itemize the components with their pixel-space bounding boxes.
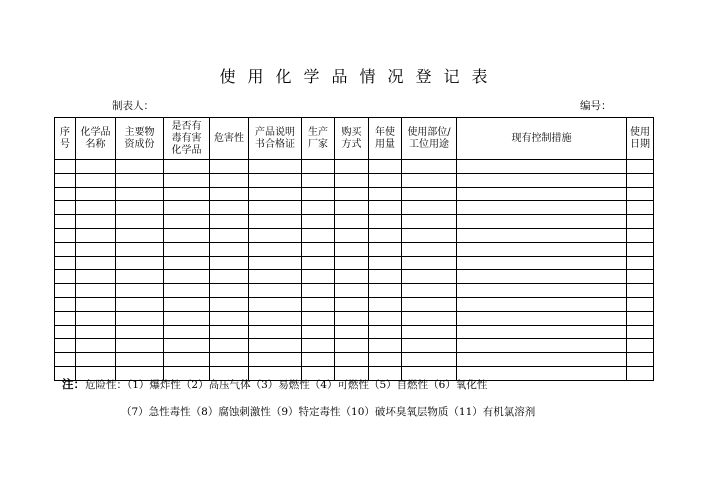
table-cell[interactable] xyxy=(302,256,335,270)
table-cell[interactable] xyxy=(402,311,457,325)
table-row xyxy=(55,228,654,242)
table-cell[interactable] xyxy=(116,228,164,242)
header-row xyxy=(55,118,654,160)
table-cell[interactable] xyxy=(116,160,164,174)
table-cell[interactable] xyxy=(627,256,654,270)
table-cell[interactable] xyxy=(55,284,76,298)
table-cell[interactable] xyxy=(210,160,249,174)
table-cell[interactable] xyxy=(164,353,210,367)
note-label: 注： xyxy=(62,377,85,391)
table-cell[interactable] xyxy=(302,270,335,284)
header-serial: 序 号 xyxy=(55,118,76,160)
table-cell[interactable] xyxy=(335,242,369,256)
table-cell[interactable] xyxy=(369,339,402,353)
table-cell[interactable] xyxy=(335,201,369,215)
table-row xyxy=(55,339,654,353)
table-cell[interactable] xyxy=(402,284,457,298)
table-cell[interactable] xyxy=(302,242,335,256)
document-title: 使用化学品情况登记表 xyxy=(219,67,500,86)
table-row xyxy=(55,297,654,311)
table-cell[interactable] xyxy=(249,325,302,339)
table-cell[interactable] xyxy=(335,284,369,298)
table-cell[interactable] xyxy=(55,325,76,339)
table-row xyxy=(55,270,654,284)
table-cell[interactable] xyxy=(76,256,116,270)
table-cell[interactable] xyxy=(210,228,249,242)
table-cell[interactable] xyxy=(210,242,249,256)
table-cell[interactable] xyxy=(335,353,369,367)
table-cell[interactable] xyxy=(76,339,116,353)
table-cell[interactable] xyxy=(369,256,402,270)
table-cell[interactable] xyxy=(164,325,210,339)
table-cell[interactable] xyxy=(210,187,249,201)
table-cell[interactable] xyxy=(116,173,164,187)
table-cell[interactable] xyxy=(335,173,369,187)
table-row xyxy=(55,242,654,256)
table-row xyxy=(55,173,654,187)
table-cell[interactable] xyxy=(335,256,369,270)
table-cell[interactable] xyxy=(164,311,210,325)
table-cell[interactable] xyxy=(302,201,335,215)
table-cell[interactable] xyxy=(164,160,210,174)
table-cell[interactable] xyxy=(627,270,654,284)
table-cell[interactable] xyxy=(402,270,457,284)
table-cell[interactable] xyxy=(627,187,654,201)
table-cell[interactable] xyxy=(249,160,302,174)
table-cell[interactable] xyxy=(302,297,335,311)
table-cell[interactable] xyxy=(335,215,369,229)
table-cell[interactable] xyxy=(627,325,654,339)
table-cell[interactable] xyxy=(402,325,457,339)
note-line-1 xyxy=(62,376,487,392)
table-cell[interactable] xyxy=(55,311,76,325)
header-chemical-name: 化学品 名称 xyxy=(76,118,116,160)
table-cell[interactable] xyxy=(457,339,627,353)
table-cell[interactable] xyxy=(210,339,249,353)
table-cell[interactable] xyxy=(627,297,654,311)
table-row xyxy=(55,215,654,229)
table-cell[interactable] xyxy=(210,256,249,270)
table-cell[interactable] xyxy=(164,284,210,298)
table-cell[interactable] xyxy=(249,297,302,311)
table-cell[interactable] xyxy=(627,173,654,187)
table-cell[interactable] xyxy=(335,297,369,311)
table-cell[interactable] xyxy=(210,325,249,339)
table-cell[interactable] xyxy=(369,297,402,311)
table-cell[interactable] xyxy=(164,201,210,215)
table-cell[interactable] xyxy=(249,173,302,187)
table-cell[interactable] xyxy=(76,201,116,215)
header-manufacturer: 生产 厂家 xyxy=(302,118,335,160)
table-cell[interactable] xyxy=(627,366,654,380)
table-cell[interactable] xyxy=(627,353,654,367)
table-cell[interactable] xyxy=(457,160,627,174)
table-cell[interactable] xyxy=(249,187,302,201)
table-cell[interactable] xyxy=(55,187,76,201)
table-cell[interactable] xyxy=(335,187,369,201)
table-row xyxy=(55,256,654,270)
table-cell[interactable] xyxy=(210,297,249,311)
table-cell[interactable] xyxy=(249,215,302,229)
table-row xyxy=(55,311,654,325)
table-cell[interactable] xyxy=(210,284,249,298)
table-cell[interactable] xyxy=(55,215,76,229)
table-cell[interactable] xyxy=(302,284,335,298)
table-cell[interactable] xyxy=(457,270,627,284)
table-cell[interactable] xyxy=(457,325,627,339)
table-cell[interactable] xyxy=(164,297,210,311)
table-cell[interactable] xyxy=(210,201,249,215)
number-label: 编号： xyxy=(580,100,612,112)
table-cell[interactable] xyxy=(369,160,402,174)
table-cell[interactable] xyxy=(210,270,249,284)
table-cell[interactable] xyxy=(116,284,164,298)
table-cell[interactable] xyxy=(164,242,210,256)
table-cell[interactable] xyxy=(402,297,457,311)
table-cell[interactable] xyxy=(369,201,402,215)
table-cell[interactable] xyxy=(116,297,164,311)
table-cell[interactable] xyxy=(164,270,210,284)
table-cell[interactable] xyxy=(302,160,335,174)
table-cell[interactable] xyxy=(116,353,164,367)
header-purchase-method: 购买 方式 xyxy=(335,118,369,160)
table-cell[interactable] xyxy=(76,353,116,367)
table-cell[interactable] xyxy=(369,353,402,367)
table-cell[interactable] xyxy=(76,160,116,174)
table-cell[interactable] xyxy=(457,215,627,229)
table-cell[interactable] xyxy=(55,228,76,242)
table-cell[interactable] xyxy=(116,201,164,215)
table-cell[interactable] xyxy=(249,311,302,325)
table-cell[interactable] xyxy=(76,187,116,201)
table-cell[interactable] xyxy=(249,284,302,298)
table-cell[interactable] xyxy=(457,201,627,215)
table-cell[interactable] xyxy=(55,297,76,311)
table-cell[interactable] xyxy=(249,242,302,256)
table-cell[interactable] xyxy=(302,353,335,367)
table-cell[interactable] xyxy=(627,160,654,174)
table-cell[interactable] xyxy=(402,173,457,187)
table-cell[interactable] xyxy=(76,228,116,242)
table-cell[interactable] xyxy=(627,284,654,298)
table-cell[interactable] xyxy=(210,311,249,325)
header-usage-date: 使用 日期 xyxy=(627,118,654,160)
table-cell[interactable] xyxy=(116,256,164,270)
table-cell[interactable] xyxy=(249,201,302,215)
table-cell[interactable] xyxy=(369,284,402,298)
table-cell[interactable] xyxy=(164,228,210,242)
table-cell[interactable] xyxy=(249,228,302,242)
table-cell[interactable] xyxy=(627,242,654,256)
table-cell[interactable] xyxy=(627,215,654,229)
table-cell[interactable] xyxy=(116,187,164,201)
table-cell[interactable] xyxy=(210,173,249,187)
table-cell[interactable] xyxy=(302,187,335,201)
table-row xyxy=(55,353,654,367)
header-usage-location: 使用部位/ 工位用途 xyxy=(402,118,457,160)
table-cell[interactable] xyxy=(627,228,654,242)
table-cell[interactable] xyxy=(402,256,457,270)
table-cell[interactable] xyxy=(369,270,402,284)
table-cell[interactable] xyxy=(76,325,116,339)
table-cell[interactable] xyxy=(457,311,627,325)
table-cell[interactable] xyxy=(76,270,116,284)
table-cell[interactable] xyxy=(402,160,457,174)
table-cell[interactable] xyxy=(76,215,116,229)
header-hazard: 危害性 xyxy=(210,118,249,160)
table-cell[interactable] xyxy=(457,228,627,242)
table-cell[interactable] xyxy=(369,325,402,339)
table-cell[interactable] xyxy=(210,353,249,367)
table-cell[interactable] xyxy=(457,173,627,187)
table-cell[interactable] xyxy=(369,228,402,242)
table-cell[interactable] xyxy=(76,311,116,325)
table-cell[interactable] xyxy=(116,311,164,325)
table-cell[interactable] xyxy=(457,256,627,270)
table-cell[interactable] xyxy=(164,215,210,229)
table-cell[interactable] xyxy=(302,215,335,229)
table-cell[interactable] xyxy=(335,339,369,353)
header-annual-usage: 年使 用量 xyxy=(369,118,402,160)
table-cell[interactable] xyxy=(55,270,76,284)
table-cell[interactable] xyxy=(302,311,335,325)
maker-label: 制表人： xyxy=(112,100,154,112)
table-cell[interactable] xyxy=(116,325,164,339)
table-cell[interactable] xyxy=(164,339,210,353)
table-row xyxy=(55,187,654,201)
table-row xyxy=(55,325,654,339)
table-cell[interactable] xyxy=(302,325,335,339)
table-cell[interactable] xyxy=(457,353,627,367)
table-cell[interactable] xyxy=(627,311,654,325)
table-cell[interactable] xyxy=(402,201,457,215)
table-cell[interactable] xyxy=(457,297,627,311)
header-toxic-hazardous: 是否有 毒有害 化学品 xyxy=(164,118,210,160)
table-cell[interactable] xyxy=(457,242,627,256)
table-cell[interactable] xyxy=(164,187,210,201)
table-cell[interactable] xyxy=(402,353,457,367)
table-cell[interactable] xyxy=(76,297,116,311)
registration-table xyxy=(54,117,654,381)
table-cell[interactable] xyxy=(116,215,164,229)
table-cell[interactable] xyxy=(55,160,76,174)
table-cell[interactable] xyxy=(76,173,116,187)
table-cell[interactable] xyxy=(116,270,164,284)
table-cell[interactable] xyxy=(164,256,210,270)
table-cell[interactable] xyxy=(369,311,402,325)
table-cell[interactable] xyxy=(402,242,457,256)
table-cell[interactable] xyxy=(76,242,116,256)
table-row xyxy=(55,284,654,298)
table-cell[interactable] xyxy=(335,228,369,242)
table-cell[interactable] xyxy=(249,270,302,284)
table-cell[interactable] xyxy=(402,228,457,242)
table-cell[interactable] xyxy=(369,187,402,201)
table-cell[interactable] xyxy=(457,187,627,201)
header-manual-certificate: 产品说明 书合格证 xyxy=(249,118,302,160)
note-line-2: （7）急性毒性（8）腐蚀刺激性（9）特定毒性（10）破坏臭氧层物质（11）有机氯溶剂 xyxy=(121,406,536,418)
table-cell[interactable] xyxy=(116,339,164,353)
table-cell[interactable] xyxy=(55,256,76,270)
table-cell[interactable] xyxy=(335,160,369,174)
table-cell[interactable] xyxy=(369,242,402,256)
table-cell[interactable] xyxy=(302,173,335,187)
table-cell[interactable] xyxy=(402,339,457,353)
table-cell[interactable] xyxy=(164,173,210,187)
header-control-measures: 现有控制措施 xyxy=(457,118,627,160)
table-cell[interactable] xyxy=(249,353,302,367)
table-cell[interactable] xyxy=(249,339,302,353)
table-cell[interactable] xyxy=(55,173,76,187)
table-cell[interactable] xyxy=(627,339,654,353)
table-cell[interactable] xyxy=(55,339,76,353)
table-cell[interactable] xyxy=(402,187,457,201)
table-cell[interactable] xyxy=(335,270,369,284)
table-cell[interactable] xyxy=(210,215,249,229)
table-cell[interactable] xyxy=(55,242,76,256)
table-cell[interactable] xyxy=(335,325,369,339)
note-hazard-list-1: 危险性：（1）爆炸性（2）高压气体（3）易燃性（4）可燃性（5）自燃性（6）氧化性 xyxy=(85,379,488,391)
table-cell[interactable] xyxy=(116,242,164,256)
table-cell[interactable] xyxy=(249,256,302,270)
table-cell[interactable] xyxy=(302,228,335,242)
table-row xyxy=(55,201,654,215)
table-cell[interactable] xyxy=(55,353,76,367)
table-cell[interactable] xyxy=(457,284,627,298)
table-cell[interactable] xyxy=(369,215,402,229)
table-cell[interactable] xyxy=(302,339,335,353)
table-cell[interactable] xyxy=(369,173,402,187)
table-row xyxy=(55,160,654,174)
table-cell[interactable] xyxy=(335,311,369,325)
table-cell[interactable] xyxy=(627,201,654,215)
table-cell[interactable] xyxy=(402,215,457,229)
header-main-ingredients: 主要物 资成份 xyxy=(116,118,164,160)
table-cell[interactable] xyxy=(76,284,116,298)
table-cell[interactable] xyxy=(55,201,76,215)
